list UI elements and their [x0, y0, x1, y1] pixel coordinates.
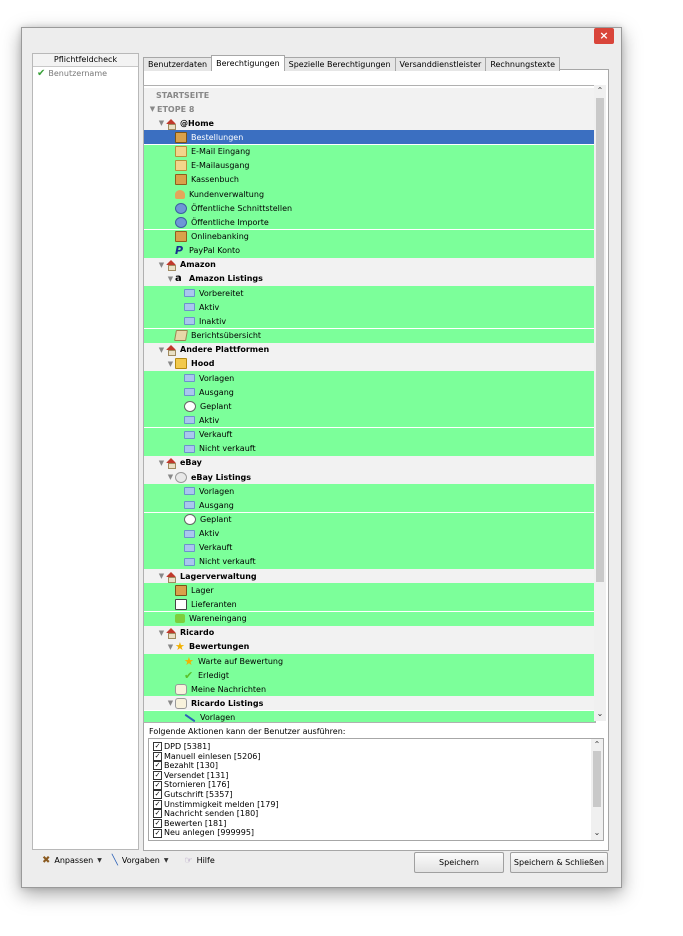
tree-item[interactable]	[144, 244, 595, 258]
action-item[interactable]	[149, 819, 603, 829]
paypal-icon: P	[175, 244, 184, 258]
action-label: Nachricht senden [180]	[164, 809, 259, 819]
star-icon: ★	[184, 654, 194, 668]
tree-item-label: E-Mailausgang	[191, 161, 250, 171]
home-icon	[166, 628, 176, 633]
tree-item[interactable]	[144, 442, 595, 456]
tree-item[interactable]	[144, 357, 595, 371]
tree-scroll-thumb[interactable]	[596, 98, 604, 582]
tree-item-label: Verkauft	[199, 543, 233, 553]
home-icon	[166, 260, 176, 265]
tree-item-label: Warte auf Bewertung	[198, 656, 284, 666]
tree-item-label: Lager	[191, 585, 214, 595]
folder-icon	[184, 416, 195, 424]
tree-item-label: Geplant	[200, 515, 232, 524]
folder-icon	[184, 558, 195, 566]
action-label: Stornieren [176]	[164, 780, 230, 790]
action-item[interactable]	[149, 828, 603, 838]
action-item[interactable]	[149, 742, 603, 752]
expand-toggle-icon[interactable]: ▼	[158, 628, 165, 637]
tools-icon: ✖	[42, 855, 51, 866]
action-item[interactable]	[149, 752, 603, 762]
tree-item-label: eBay Listings	[191, 472, 252, 482]
expand-toggle-icon[interactable]: ▼	[167, 359, 174, 368]
clock-icon	[184, 401, 196, 412]
action-checkbox[interactable]: ✓	[154, 761, 161, 770]
book-icon	[175, 174, 187, 185]
tree-item[interactable]	[144, 597, 595, 611]
tree-item-label: Ausgang	[199, 500, 234, 510]
tree-item-label: @Home	[180, 118, 214, 128]
box-icon	[175, 132, 187, 143]
scroll-up-icon[interactable]: ⌃	[593, 740, 601, 749]
tree-item-label: Wareneingang	[189, 614, 247, 624]
mail-icon	[175, 160, 187, 171]
box-icon	[175, 585, 187, 596]
tree-item[interactable]	[144, 258, 595, 272]
tab-versanddienstleister[interactable]: Versanddienstleister	[395, 57, 487, 71]
home-icon	[166, 572, 176, 577]
actions-list	[148, 738, 604, 841]
expand-toggle-icon[interactable]: ▼	[167, 274, 174, 283]
folder-icon	[184, 317, 195, 325]
action-item[interactable]	[149, 780, 603, 790]
tree-item[interactable]	[144, 173, 595, 187]
tree-item[interactable]	[144, 286, 595, 300]
tree-item-label: Meine Nachrichten	[191, 684, 267, 694]
tree-item[interactable]	[144, 130, 595, 144]
tab-rechnungstexte[interactable]: Rechnungstexte	[485, 57, 560, 71]
tree-item[interactable]	[144, 230, 595, 244]
hand-icon	[175, 684, 187, 695]
tree-item-label: Aktiv	[199, 302, 220, 312]
dropdown-arrow-icon: ▼	[163, 857, 169, 864]
save-button[interactable]: Speichern	[414, 852, 504, 873]
folder-icon	[184, 501, 195, 509]
vorgaben-menu[interactable]	[110, 855, 171, 866]
tree-item-label: Ricardo	[180, 628, 215, 638]
folder-icon	[184, 431, 195, 439]
help-icon: ☞	[184, 855, 193, 866]
tree-item[interactable]	[144, 88, 595, 102]
action-label: Neu anlegen [999995]	[164, 828, 255, 838]
tree-item[interactable]	[144, 428, 595, 442]
actions-label: Folgende Aktionen kann der Benutzer ausführen:	[149, 727, 346, 736]
tree-item-label: Inaktiv	[199, 316, 227, 326]
globe-icon	[175, 203, 187, 214]
tab-benutzerdaten[interactable]: Benutzerdaten	[143, 57, 212, 71]
tree-item[interactable]	[144, 711, 595, 723]
tree-item-label: Geplant	[200, 401, 232, 411]
action-label: DPD [5381]	[164, 742, 211, 751]
tree-item-label: Ricardo Listings	[191, 698, 264, 708]
hilfe-button[interactable]	[182, 856, 216, 866]
tree-item[interactable]	[144, 145, 595, 159]
book-icon	[175, 231, 187, 242]
action-label: Unstimmigkeit melden [179]	[164, 799, 279, 809]
anpassen-label: Anpassen	[54, 856, 94, 865]
action-checkbox[interactable]: ✓	[154, 799, 161, 808]
tree-item-label: Aktiv	[199, 529, 220, 539]
tree-item-label: Lieferanten	[191, 599, 237, 609]
globe-icon	[175, 217, 187, 228]
tree-item[interactable]	[144, 329, 595, 343]
action-checkbox[interactable]: ✓	[154, 819, 161, 828]
tree-item[interactable]	[144, 626, 595, 640]
tree-item[interactable]	[144, 116, 595, 130]
action-item[interactable]	[149, 809, 603, 819]
action-checkbox[interactable]: ✓	[154, 742, 161, 751]
expand-toggle-icon[interactable]: ▼	[158, 458, 165, 467]
tree-item[interactable]	[144, 640, 595, 654]
tree-item[interactable]	[144, 484, 595, 498]
folder-icon	[184, 388, 195, 396]
required-fields-panel	[32, 53, 139, 850]
tree-item-label: Vorbereitet	[199, 288, 244, 298]
actions-scroll-thumb[interactable]	[593, 751, 601, 807]
expand-toggle-icon[interactable]: ▼	[158, 260, 165, 269]
tree-item[interactable]	[144, 498, 595, 512]
required-field-item	[33, 67, 138, 80]
home-icon	[166, 458, 176, 463]
greenarrow-icon	[175, 614, 185, 623]
ebay-icon	[175, 472, 187, 483]
action-item[interactable]	[149, 800, 603, 810]
action-label: Versendet [131]	[164, 770, 229, 780]
tree-item-label: Berichtsübersicht	[191, 331, 262, 341]
scroll-down-icon[interactable]: ⌄	[596, 709, 604, 718]
tree-item-label: eBay	[180, 458, 202, 468]
tree-item[interactable]	[144, 215, 595, 229]
tree-item-label: Kundenverwaltung	[189, 189, 265, 199]
action-label: Gutschrift [5357]	[164, 789, 233, 799]
tree-item[interactable]	[144, 399, 595, 413]
folder-icon	[184, 487, 195, 495]
tree-item-label: Öffentliche Schnittstellen	[191, 203, 293, 213]
scroll-up-icon[interactable]: ⌃	[596, 86, 604, 95]
tree-item[interactable]	[144, 201, 595, 215]
tree-item-label: PayPal Konto	[189, 246, 241, 256]
required-fields-title: Pflichtfeldcheck	[33, 54, 138, 67]
folder-icon	[184, 374, 195, 382]
hilfe-label: Hilfe	[196, 856, 215, 865]
tree-item[interactable]	[144, 612, 595, 626]
tree-item[interactable]	[144, 555, 595, 569]
star-icon: ★	[175, 640, 185, 654]
folder-icon	[184, 445, 195, 453]
tree-item[interactable]	[144, 413, 595, 427]
action-checkbox[interactable]: ✓	[154, 780, 161, 789]
tree-item-label: Onlinebanking	[191, 232, 249, 241]
report-icon	[174, 330, 188, 341]
tree-item[interactable]	[144, 513, 595, 527]
tree-item[interactable]	[144, 300, 595, 314]
tree-item[interactable]	[144, 668, 595, 682]
tree-item[interactable]	[144, 696, 595, 710]
tree-item[interactable]	[144, 159, 595, 173]
tree-item-label: Erledigt	[198, 670, 230, 680]
vorgaben-label: Vorgaben	[121, 856, 160, 865]
tree-item-label: Amazon	[180, 260, 216, 270]
tree-item-label: E-Mail Eingang	[191, 147, 251, 157]
tree-item-label: Bewertungen	[189, 642, 250, 652]
scroll-down-icon[interactable]: ⌄	[593, 828, 601, 837]
tree-item-label: Kassenbuch	[191, 175, 239, 185]
tab-spezielle-berechtigungen[interactable]: Spezielle Berechtigungen	[284, 57, 396, 71]
permissions-tree[interactable]	[143, 85, 596, 723]
hood-icon	[175, 358, 187, 369]
tree-item[interactable]	[144, 385, 595, 399]
anpassen-menu[interactable]	[40, 855, 104, 866]
tree-item[interactable]	[144, 583, 595, 597]
tree-item-label: Aktiv	[199, 415, 220, 425]
tab-berechtigungen[interactable]: Berechtigungen	[211, 55, 285, 71]
check-icon: ✔	[184, 668, 194, 682]
action-label: Bezahlt [130]	[164, 761, 218, 771]
tree-item[interactable]	[144, 272, 595, 286]
list-icon	[175, 599, 187, 610]
home-icon	[166, 345, 176, 350]
tree-item[interactable]	[144, 187, 595, 201]
tree-item[interactable]	[144, 314, 595, 328]
dropdown-arrow-icon: ▼	[97, 857, 102, 864]
tree-item[interactable]	[144, 541, 595, 555]
pen-icon	[185, 713, 196, 722]
expand-toggle-icon[interactable]: ▼	[167, 642, 174, 651]
folder-icon	[184, 289, 195, 297]
tree-item-label: Vorlagen	[200, 713, 236, 723]
tree-item-label: Lagerverwaltung	[180, 571, 257, 581]
tree-scrollbar[interactable]	[594, 85, 606, 721]
expand-toggle-icon[interactable]: ▼	[167, 699, 174, 708]
required-field-label: Benutzername	[48, 69, 108, 78]
tree-item[interactable]	[144, 654, 595, 668]
expand-toggle-icon[interactable]: ▼	[158, 345, 165, 354]
tree-item[interactable]	[144, 456, 595, 470]
expand-toggle-icon[interactable]: ▼	[158, 572, 165, 581]
tree-item[interactable]	[144, 682, 595, 696]
person-icon	[175, 190, 185, 199]
tree-item[interactable]	[144, 470, 595, 484]
mail-icon	[175, 146, 187, 157]
bottom-toolbar	[40, 855, 217, 866]
tree-item[interactable]	[144, 371, 595, 385]
expand-toggle-icon[interactable]: ▼	[149, 105, 156, 114]
tree-item-label: Vorlagen	[199, 373, 235, 383]
action-checkbox[interactable]: ✓	[154, 771, 161, 780]
save-close-button[interactable]: Speichern & Schließen	[510, 852, 608, 873]
tree-item-label: Öffentliche Importe	[191, 217, 269, 227]
tree-item-label: Vorlagen	[199, 486, 235, 496]
tree-item[interactable]	[144, 569, 595, 583]
tree-item-label: Amazon Listings	[189, 274, 263, 284]
tree-item-label: ETOPE 8	[157, 104, 195, 114]
tab-bar	[143, 55, 559, 70]
expand-toggle-icon[interactable]: ▼	[158, 119, 165, 128]
action-checkbox[interactable]: ✓	[154, 828, 161, 837]
tree-item-label: Verkauft	[199, 430, 233, 440]
tree-item-label: Andere Plattformen	[180, 345, 270, 355]
tree-item-label: STARTSEITE	[156, 90, 210, 100]
close-button[interactable]: ×	[594, 28, 614, 44]
folder-icon	[184, 303, 195, 311]
tree-item[interactable]	[144, 102, 595, 116]
home-icon	[166, 119, 176, 124]
folder-icon	[184, 530, 195, 538]
tree-item[interactable]	[144, 343, 595, 357]
action-checkbox[interactable]: ✓	[154, 809, 161, 818]
amazon-icon: a	[175, 273, 182, 285]
tree-item-label: Nicht verkauft	[199, 557, 256, 567]
expand-toggle-icon[interactable]: ▼	[167, 473, 174, 482]
action-checkbox[interactable]: ✓	[154, 751, 161, 760]
action-label: Manuell einlesen [5206]	[164, 751, 261, 761]
hand-icon	[175, 698, 187, 709]
clock-icon	[184, 514, 196, 525]
action-label: Bewerten [181]	[164, 818, 227, 828]
action-item[interactable]	[149, 790, 603, 800]
action-checkbox[interactable]: ✓	[154, 790, 161, 799]
tree-item-label: Nicht verkauft	[199, 444, 256, 454]
folder-icon	[184, 544, 195, 552]
tree-item-label: Bestellungen	[191, 132, 244, 142]
tree-item-label: Hood	[191, 359, 215, 369]
tree-item[interactable]	[144, 527, 595, 541]
action-item[interactable]	[149, 771, 603, 781]
pen-icon: ╲	[111, 855, 118, 866]
actions-scrollbar[interactable]	[591, 739, 603, 840]
tree-item-label: Ausgang	[199, 387, 234, 397]
action-item[interactable]	[149, 761, 603, 771]
check-icon: ✔	[37, 68, 46, 79]
